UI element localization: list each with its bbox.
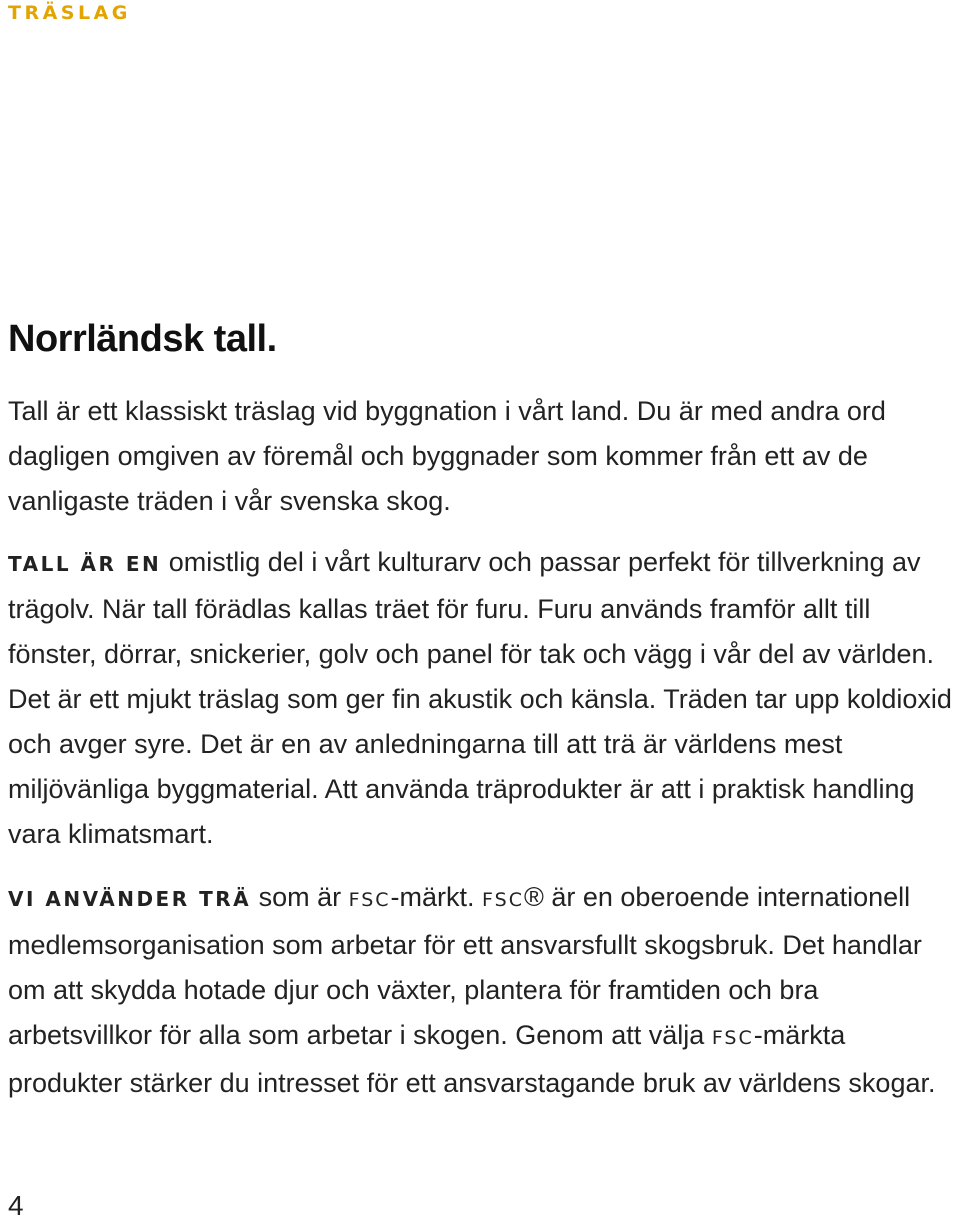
fsc-abbreviation: FSC — [711, 1027, 754, 1049]
fsc-abbreviation: FSC — [348, 889, 391, 911]
paragraph-text: -märkta produkter stärker du intresset för ett ansvarstagande bruk av världens skogar. — [8, 1020, 936, 1098]
page-number: 4 — [8, 1190, 24, 1221]
paragraph-text: omistlig del i vårt kulturarv och passar perfekt för tillverkning av trägolv. När tall förädlas kallas träet för furu. Furu används framför allt till fönster, dörrar, snickerier, golv och panel för tak och vägg i vår del av världen. Det är ett mjukt träslag som ger fin akustik och känsla. Träden tar upp koldioxid och avger syre. Det är en av anledningarna till att trä är världens mest miljövänliga byggmaterial. Att använda träprodukter är att i praktisk handling vara klimatsmart. — [8, 547, 952, 849]
paragraph-lead: VI ANVÄNDER TRÄ — [8, 887, 252, 911]
fsc-abbreviation: FSC — [482, 889, 524, 911]
paragraph-lead: TALL ÄR EN — [8, 552, 162, 576]
paragraph-text: som är — [251, 882, 349, 912]
paragraph-intro: Tall är ett klassiskt träslag vid byggnation i vårt land. Du är med andra ord dagligen omgiven av föremål och byggnader som kommer från ett av de vanligaste träden i vår svenska skog. — [8, 396, 886, 516]
paragraph-text: -märkt. — [390, 882, 483, 912]
paragraph-tall — [8, 540, 958, 857]
paragraph-fsc — [8, 875, 958, 1106]
section-label: TRÄSLAG — [8, 2, 131, 24]
page-title: Norrländsk tall. — [8, 318, 277, 360]
paragraph-text: ® är en oberoende internationell medlemsorganisation som arbetar för ett ansvarsfullt skogsbruk. Det handlar om att skydda hotade djur och växter, plantera för framtiden och bra arbetsvillkor för alla som arbetar i skogen. Genom att välja — [8, 882, 922, 1050]
